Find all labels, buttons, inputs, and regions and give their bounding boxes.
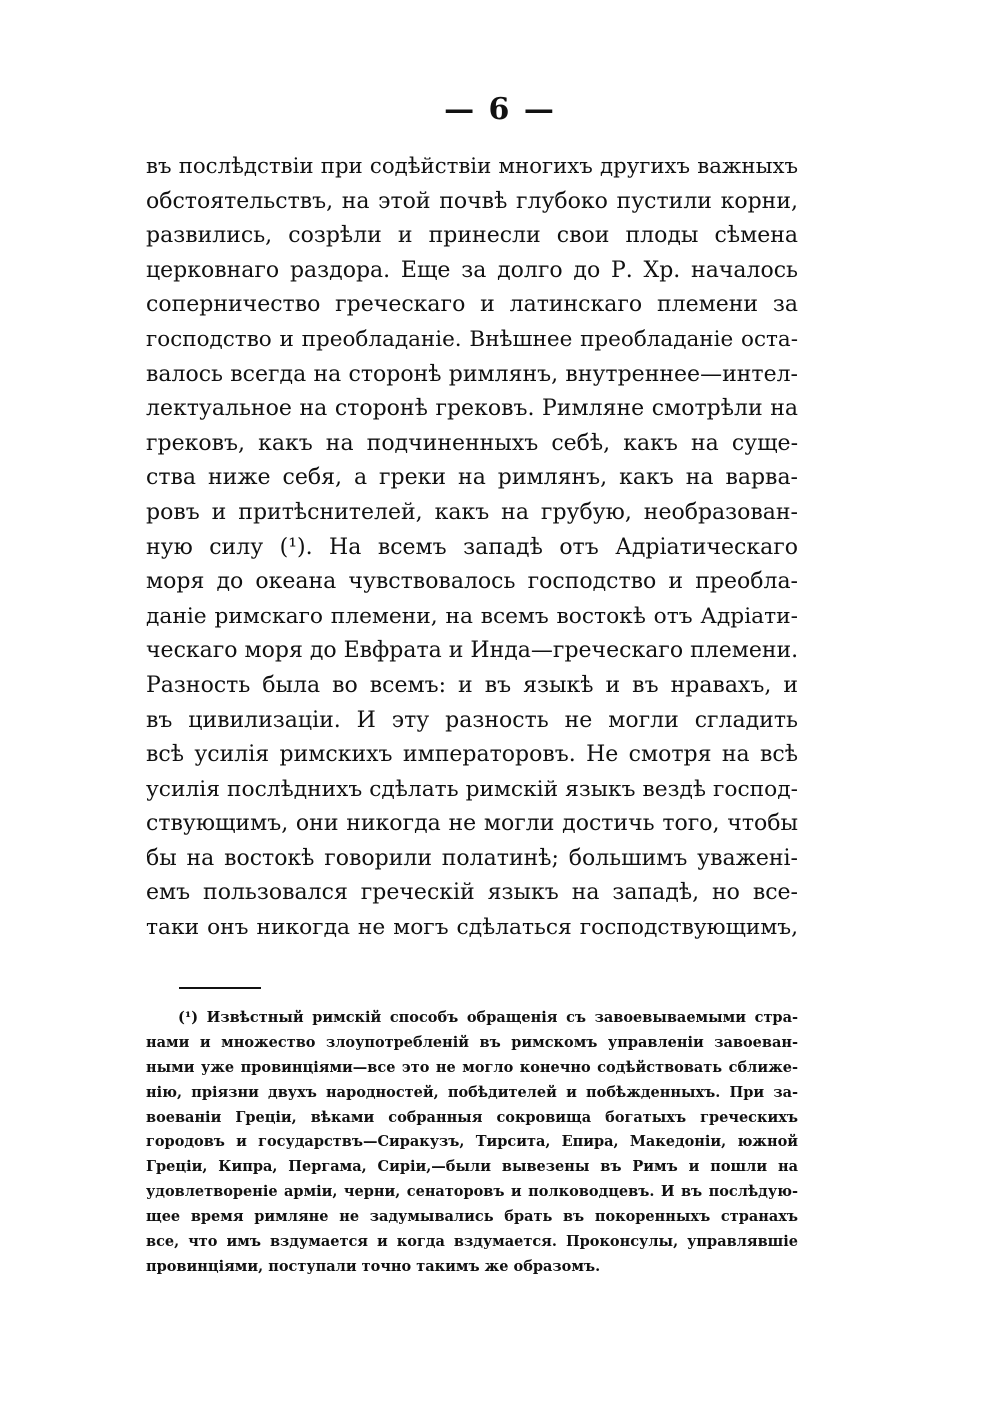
body-line: развились, созрѣли и принесли свои плоды сѣмена [146, 223, 798, 249]
body-line: ства ниже себя, а греки на римлянъ, какъ на варва- [146, 465, 798, 491]
body-text [146, 150, 798, 946]
footnote-line: (¹) Извѣстный римскій способъ обращенія съ завоевываемыми стра- [178, 1009, 798, 1026]
body-line: церковнаго раздора. Еще за долго до Р. Хр. началось [146, 257, 798, 283]
page-number: — 6 — [444, 92, 556, 127]
body-line: ную силу (¹). На всемъ западѣ отъ Адріатическаго [146, 534, 798, 560]
footnote-line: нію, пріязни двухъ народностей, побѣдителей и побѣжденныхъ. При за- [146, 1083, 798, 1101]
footnote-line: все, что имъ вздумается и когда вздумается. Проконсулы, управлявшіе [146, 1233, 798, 1251]
footnote-divider [179, 987, 261, 989]
body-line: ствующимъ, они никогда не могли достичь того, чтобы [146, 811, 798, 837]
body-line: господство и преобладаніе. Внѣшнее преобладаніе оста- [146, 326, 798, 352]
body-line: лектуальное на сторонѣ грековъ. Римляне смотрѣли на [146, 396, 798, 422]
body-line: въ цивилизаціи. И эту разность не могли сгладить [146, 707, 798, 733]
body-line: таки онъ никогда не могъ сдѣлаться господствующимъ, [146, 915, 798, 941]
body-line: емъ пользовался греческій языкъ на западѣ, но все- [146, 880, 798, 906]
body-line: соперничество греческаго и латинскаго племени за [146, 292, 798, 318]
body-line: ровъ и притѣснителей, какъ на грубую, необразован- [146, 499, 798, 525]
footnote-line: удовлетвореніе арміи, черни, сенаторовъ и полководцевъ. И въ послѣдую- [146, 1183, 798, 1201]
footnote [146, 1006, 798, 1280]
footnote-line: городовъ и государствъ—Сиракузъ, Тирсита, Епира, Македоніи, южной [146, 1133, 798, 1151]
body-line: усилія послѣднихъ сдѣлать римскій языкъ вездѣ господ- [146, 776, 798, 802]
body-line: всѣ усилія римскихъ императоровъ. Не смотря на всѣ [146, 742, 798, 768]
footnote-line: провинціями, поступали точно такимъ же образомъ. [146, 1257, 601, 1275]
body-line: обстоятельствъ, на этой почвѣ глубоко пустили корни, [146, 188, 798, 214]
footnote-line: Греціи, Кипра, Пергама, Сиріи,—были вывезены въ Римъ и пошли на [146, 1158, 798, 1176]
body-line: въ послѣдствіи при содѣйствіи многихъ другихъ важныхъ [146, 154, 798, 179]
body-line: грековъ, какъ на подчиненныхъ себѣ, какъ на суще- [146, 430, 798, 456]
body-line: бы на востокѣ говорили полатинѣ; большимъ уваженi- [146, 845, 798, 871]
body-line: даніе римскаго племени, на всемъ востокѣ отъ Адріати- [146, 603, 798, 629]
footnote-line: ными уже провинціями—все это не могло конечно содѣйствовать сближе- [146, 1058, 798, 1076]
footnote-line: воеваніи Греціи, вѣками собранныя сокровища богатыхъ греческихъ [146, 1108, 798, 1126]
body-line: Разность была во всемъ: и въ языкѣ и въ нравахъ, и [146, 672, 798, 698]
footnote-line: нами и множество злоупотребленій въ римскомъ управленіи завоеван- [146, 1033, 798, 1051]
body-line: моря до океана чувствовалось господство и преобла- [146, 569, 798, 595]
body-line: валось всегда на сторонѣ римлянъ, внутреннее—интел- [146, 361, 798, 387]
body-line: ческаго моря до Евфрата и Инда—греческаго племени. [146, 638, 798, 664]
footnote-line: щее время римляне не задумывались брать въ покоренныхъ странахъ [146, 1208, 798, 1226]
